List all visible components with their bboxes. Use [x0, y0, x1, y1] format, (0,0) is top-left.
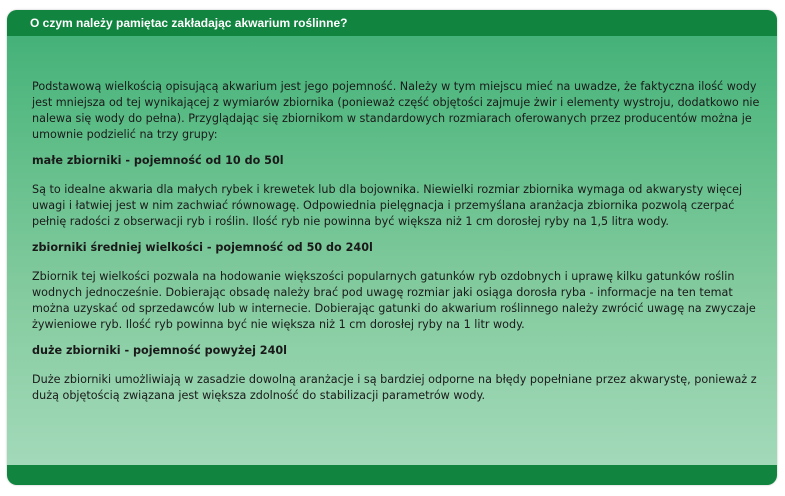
panel-content	[32, 79, 762, 414]
section-text-medium: Zbiornik tej wielkości pozwala na hodowanie większości popularnych gatunków ryb ozdobnych i uprawę kilku gatunków roślin wodnych jednocześnie. Dobierając obsadę należy brać pod uwagę rozmiar jaki osiąga dorosła ryba - informacje na ten temat można uzyskać od sprzedawców lub w internecie. Dobierając gatunki do akwarium roślinnego należy zwrócić uwagę na zwyczaje żywieniowe ryb. Ilość ryb powinna być nie większa niż 1 cm dorosłej ryby na 1 litr wody.	[32, 270, 756, 331]
panel-header	[7, 10, 777, 36]
section-text-small: Są to idealne akwaria dla małych rybek i krewetek lub dla bojownika. Niewielki rozmiar zbiornika wymaga od akwarysty więcej uwagi i łatwiej jest w nim zachwiać równowagę. Odpowiednia pielęgnacja i przemyślana aranżacja zbiornika pozwolą czerpać pełnię radości z obserwacji ryb i roślin. Ilość ryb nie powinna być większa niż 1 cm dorosłej ryby na 1,5 litra wody.	[32, 183, 743, 228]
section-heading-small: małe zbiorniki - pojemność od 10 do 50l	[32, 154, 284, 167]
section-heading-large: duże zbiorniki - pojemność powyżej 240l	[32, 344, 287, 357]
panel-title: O czym należy pamiętac zakładając akwarium roślinne?	[30, 16, 348, 30]
section-heading-medium: zbiorniki średniej wielkości - pojemność od 50 do 240l	[32, 241, 373, 254]
intro-paragraph: Podstawową wielkością opisującą akwarium jest jego pojemność. Należy w tym miejscu mieć na uwadze, że faktyczna ilość wody jest mniejsza od tej wynikającej z wymiarów zbiornika (ponieważ część objętości zajmuje żwir i elementy wystroju, dodatkowo nie nalewa się wody do pełna). Przyglądając się zbiornikom w standardowych rozmiarach oferowanych przez producentów można je umownie podzielić na trzy grupy:	[32, 80, 760, 141]
panel-footer	[7, 465, 777, 485]
info-panel	[7, 10, 777, 485]
section-text-large: Duże zbiorniki umożliwiają w zasadzie dowolną aranżacje i są bardziej odporne na błędy popełniane przez akwarystę, ponieważ z dużą objętością związana jest większa zdolność do stabilizacji parametrów wody.	[32, 373, 757, 402]
